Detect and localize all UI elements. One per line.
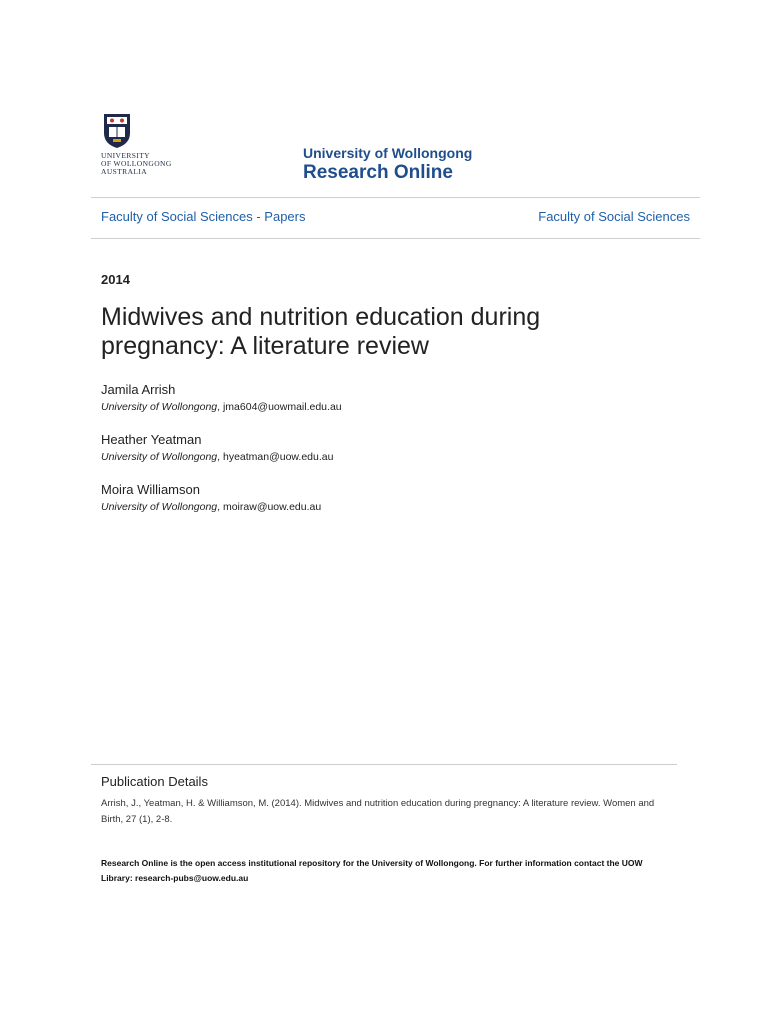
header-repository-name: Research Online bbox=[303, 162, 453, 183]
author-institution: University of Wollongong bbox=[101, 401, 218, 413]
author-institution: University of Wollongong bbox=[101, 501, 218, 513]
publication-citation: Arrish, J., Yeatman, H. & Williamson, M. (2014). Midwives and nutrition education during pregnancy: A literature review. Women and Birth, 27 (1), 2-8. bbox=[101, 798, 655, 825]
logo-line: AUSTRALIA bbox=[101, 167, 148, 176]
author-affiliation bbox=[101, 451, 333, 463]
publication-details-heading: Publication Details bbox=[101, 774, 208, 789]
author-email[interactable]: , hyeatman@uow.edu.au bbox=[217, 451, 334, 463]
header-divider bbox=[91, 238, 700, 239]
author-name: Moira Williamson bbox=[101, 482, 200, 497]
author-name: Heather Yeatman bbox=[101, 432, 202, 447]
logo-line: UNIVERSITY bbox=[101, 151, 150, 160]
author-block bbox=[101, 432, 333, 463]
author-email[interactable]: , jma604@uowmail.edu.au bbox=[217, 401, 342, 413]
publication-divider bbox=[91, 764, 677, 765]
university-crest-icon bbox=[103, 113, 131, 149]
repository-note: Research Online is the open access institutional repository for the University of Wollongong. For further information contact the UOW Library: research-pubs@uow.edu.au bbox=[101, 858, 643, 883]
top-divider bbox=[91, 197, 700, 198]
publication-year: 2014 bbox=[101, 272, 130, 287]
university-logo bbox=[101, 113, 191, 176]
header-university-name: University of Wollongong bbox=[303, 145, 473, 161]
author-block bbox=[101, 482, 321, 513]
university-logo-text bbox=[101, 152, 191, 176]
faculty-papers-link[interactable]: Faculty of Social Sciences - Papers bbox=[101, 209, 306, 224]
author-affiliation bbox=[101, 401, 342, 413]
faculty-link[interactable]: Faculty of Social Sciences bbox=[538, 209, 690, 224]
author-name: Jamila Arrish bbox=[101, 382, 176, 397]
author-affiliation bbox=[101, 501, 321, 513]
author-institution: University of Wollongong bbox=[101, 451, 218, 463]
paper-title: Midwives and nutrition education during pregnancy: A literature review bbox=[101, 303, 541, 360]
author-email[interactable]: , moiraw@uow.edu.au bbox=[217, 501, 322, 513]
logo-line: OF WOLLONGONG bbox=[101, 159, 172, 168]
author-block bbox=[101, 382, 342, 413]
